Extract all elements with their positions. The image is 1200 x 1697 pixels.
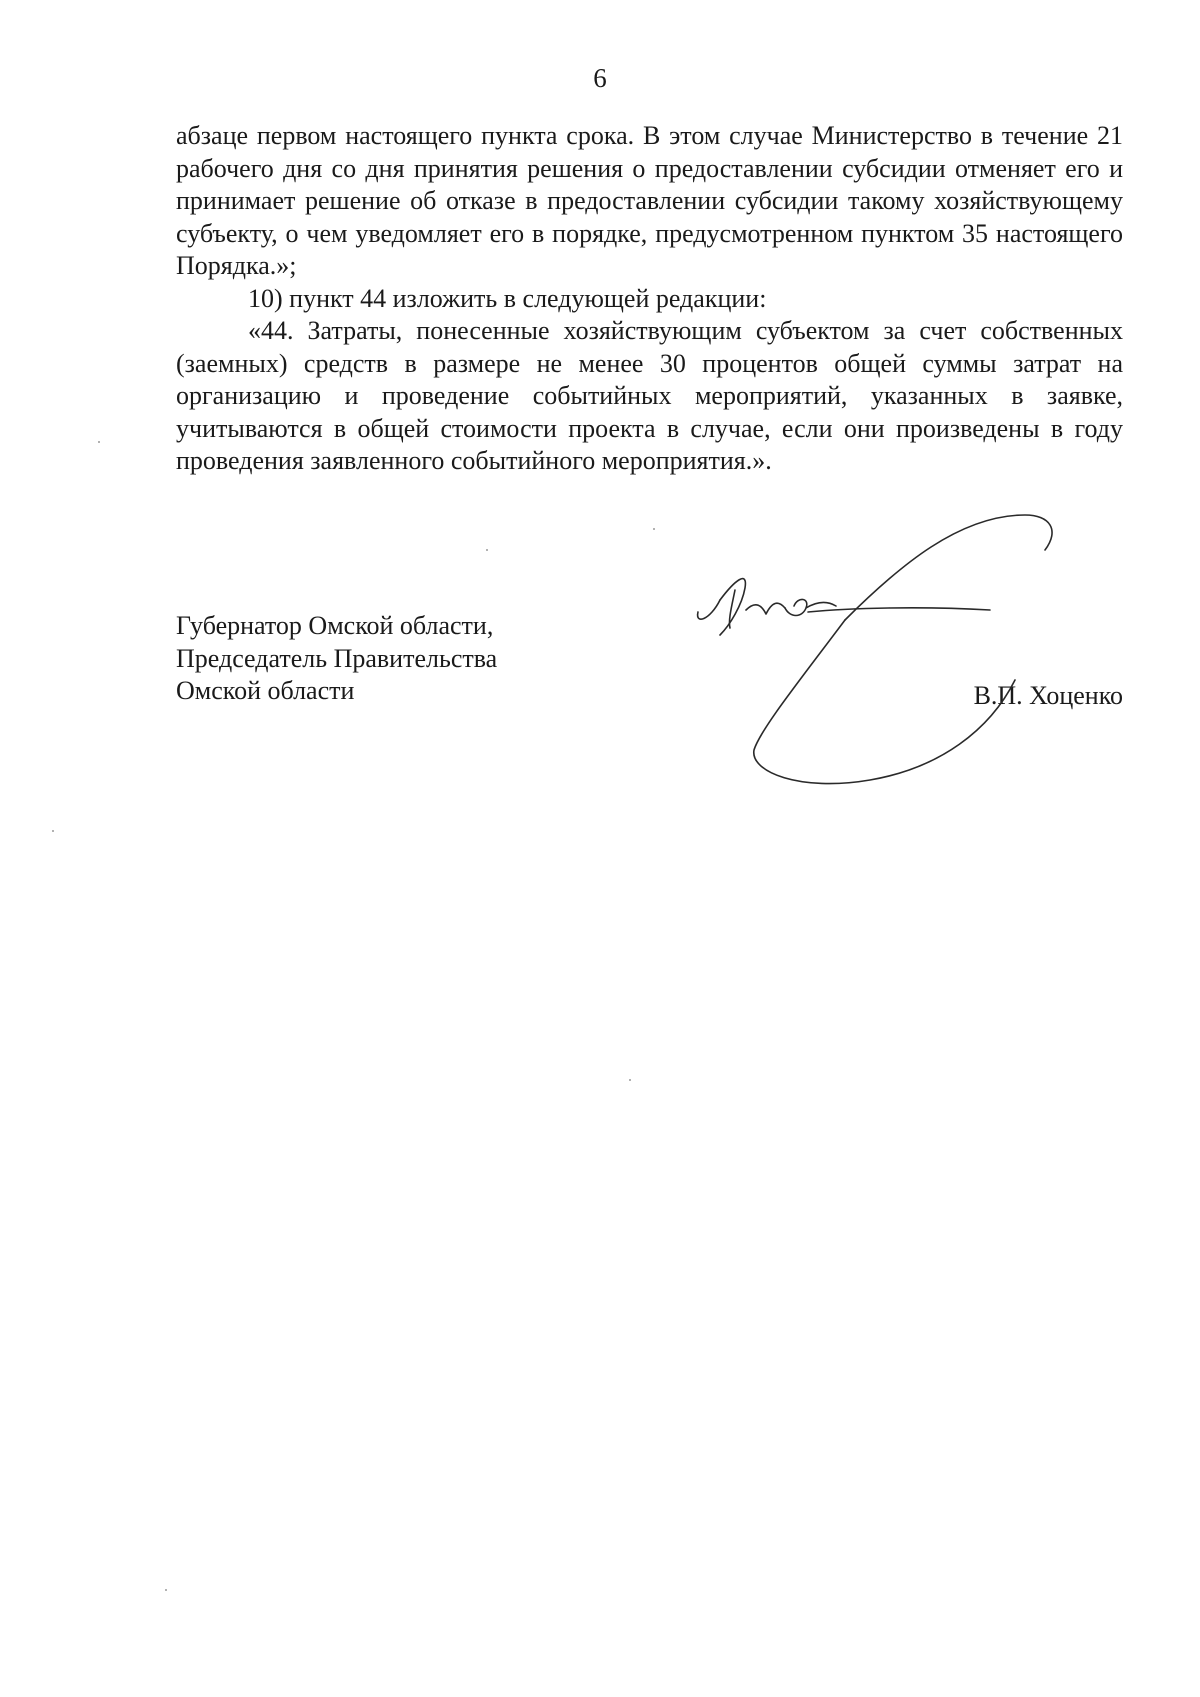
signer-title-line: Председатель Правительства xyxy=(176,643,498,673)
scan-speck xyxy=(165,1589,167,1591)
paragraph-continuation: абзаце первом настоящего пункта срока. В этом случае Министерство в течение 21 рабочего дня со дня принятия решения о предоставлении субсидии отменяет его и принимает решение об отказе в предоставлении субсидии такому хозяйствующему субъекту, о чем уведомляет его в порядке, предусмотренном пунктом 35 настоящего Порядка.»; xyxy=(176,121,1123,280)
signer-title-line: Омской области xyxy=(176,676,355,705)
document-body xyxy=(176,120,1123,478)
signer-title-line: Губернатор Омской области, xyxy=(176,611,494,640)
page-number: 6 xyxy=(593,63,607,93)
scan-speck xyxy=(486,549,488,551)
scan-speck xyxy=(653,528,655,530)
signer-title xyxy=(176,610,596,708)
signer-name: В.П. Хоценко xyxy=(973,681,1123,710)
paragraph-amendment-item: 10) пункт 44 изложить в следующей редакции: xyxy=(248,283,767,313)
scan-speck xyxy=(52,830,54,832)
scan-speck xyxy=(629,1079,631,1081)
scan-speck xyxy=(98,441,100,443)
handwritten-signature xyxy=(690,510,1110,800)
paragraph-point-44: «44. Затраты, понесенные хозяйствующим субъектом за счет собственных (заемных) средств в размере не менее 30 процентов общей суммы затрат на организацию и проведение событийных мероприятий, указанных в заявке, учитываются в общей стоимости проекта в случае, если они произведены в году проведения заявленного событийного мероприятия.». xyxy=(176,316,1123,475)
